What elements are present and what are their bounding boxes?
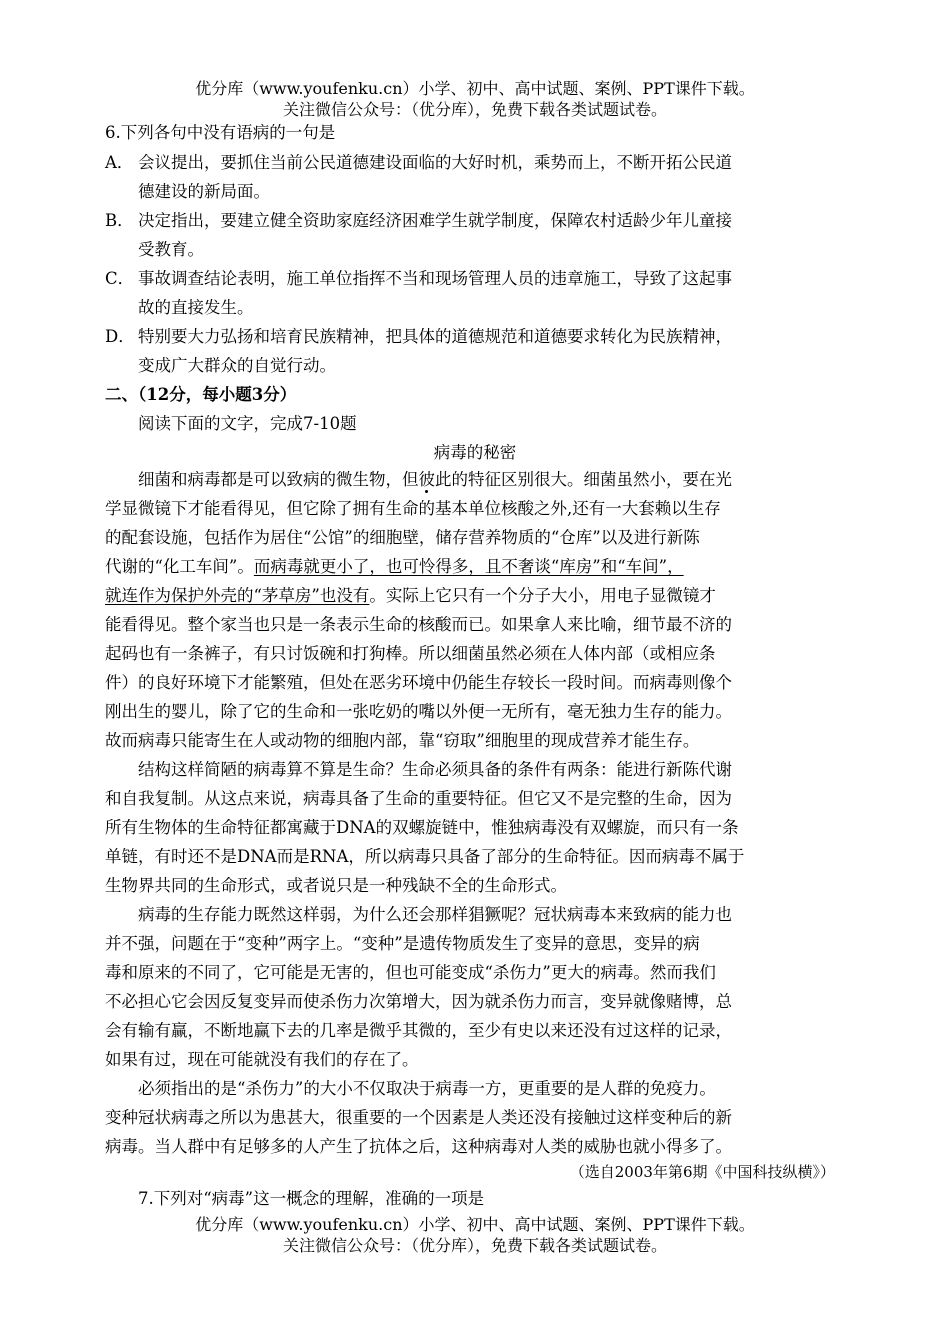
option-b-line-2: 受教育。 [138, 240, 204, 259]
article-title: 病毒的秘密 [433, 443, 517, 462]
paragraph-3-line-1: 病毒的生存能力既然这样弱，为什么还会那样猖獗呢？冠状病毒本来致病的能力也 [138, 905, 732, 924]
option-d-line-1: 特别要大力弘扬和培育民族精神，把具体的道德规范和道德要求转化为民族精神， [138, 327, 732, 346]
section-2-heading: 二、（12分，每小题3分） [105, 385, 297, 404]
option-a-line-2: 德建设的新局面。 [138, 182, 270, 201]
paragraph-4-line-2: 变种冠状病毒之所以为患甚大，很重要的一个因素是人类还没有接触过这样变种后的新 [105, 1108, 732, 1127]
paragraph-3-line-2: 并不强，问题在于“变种”两字上。“变种”是遗传物质发生了变异的意思，变异的病 [105, 934, 700, 953]
paragraph-1-line-5 [105, 584, 716, 608]
paragraph-1-line-4-start: 代谢的“化工车间”。 [105, 557, 254, 576]
paragraph-4-line-3: 病毒。当人群中有足够多的人产生了抗体之后，这种病毒对人类的威胁也就小得多了。 [105, 1137, 732, 1156]
reading-instruction: 阅读下面的文字，完成7-10题 [138, 414, 357, 433]
underlined-passage-part-2: 就连作为保护外壳的“茅草房”也没有 [105, 586, 370, 605]
header-line-2: 关注微信公众号：（优分库），免费下载各类试题试卷。 [282, 100, 667, 119]
paragraph-2-line-2: 和自我复制。从这点来说，病毒具备了生命的重要特征。但它又不是完整的生命，因为 [105, 789, 732, 808]
paragraph-3-line-5: 会有输有赢，不断地赢下去的几率是微乎其微的，至少有史以来还没有过这样的记录， [105, 1021, 732, 1040]
underlined-passage-part-1: 而病毒就更小了，也可怜得多，且不奢谈“库房”和“车间”， [253, 557, 684, 576]
header-line-1: 优分库（www.youfenku.cn）小学、初中、高中试题、案例、PPT课件下载。 [195, 79, 755, 98]
option-b-letter: B． [105, 211, 134, 230]
paragraph-1-line-3: 的配套设施，包括作为居住“公馆”的细胞壁，储存营养物质的“仓库”以及进行新陈 [105, 528, 700, 547]
paragraph-2-line-3: 所有生物体的生命特征都寓藏于DNA的双螺旋链中，惟独病毒没有双螺旋，而只有一条 [105, 818, 739, 837]
option-b-line-1: 决定指出，要建立健全资助家庭经济困难学生就学制度，保障农村适龄少年儿童接 [138, 211, 732, 230]
paragraph-3-line-3: 毒和原来的不同了，它可能是无害的，但也可能变成“杀伤力”更大的病毒。然而我们 [105, 963, 716, 982]
option-c-letter: C． [105, 269, 135, 288]
option-a-letter: A． [105, 153, 134, 172]
paragraph-1-line-5-end: 。实际上它只有一个分子大小，用电子显微镜才 [369, 586, 716, 605]
paragraph-1-line-7: 起码也有一条裤子，有只讨饭碗和打狗棒。所以细菌虽然必须在人体内部（或相应条 [105, 644, 716, 663]
paragraph-3-line-6: 如果有过，现在可能就没有我们的存在了。 [105, 1050, 419, 1069]
paragraph-1-line-4 [105, 555, 684, 579]
option-d-letter: D． [105, 327, 135, 346]
option-c-line-1: 事故调查结论表明，施工单位指挥不当和现场管理人员的违章施工，导致了这起事 [138, 269, 732, 288]
article-source: （选自2003年第6期《中国科技纵横》） [569, 1163, 835, 1181]
paragraph-1-line-10: 故而病毒只能寄生在人或动物的细胞内部，靠“窃取”细胞里的现成营养才能生存。 [105, 731, 700, 750]
option-a-line-1: 会议提出，要抓住当前公民道德建设面临的大好时机，乘势而上，不断开拓公民道 [138, 153, 732, 172]
option-d-line-2: 变成广大群众的自觉行动。 [138, 356, 336, 375]
footer-line-2: 关注微信公众号：（优分库），免费下载各类试题试卷。 [282, 1236, 667, 1255]
paragraph-1-line-9: 刚出生的婴儿，除了它的生命和一张吃奶的嘴以外便一无所有，毫无独力生存的能力。 [105, 702, 732, 721]
option-c-line-2: 故的直接发生。 [138, 298, 254, 317]
paragraph-3-line-4: 不必担心它会因反复变异而使杀伤力次第增大，因为就杀伤力而言，变异就像赌博，总 [105, 992, 732, 1011]
question-6-stem: 6.下列各句中没有语病的一句是 [105, 123, 336, 142]
paragraph-1-line-2: 学显微镜下才能看得见，但它除了拥有生命的基本单位核酸之外,还有一大套赖以生存 [105, 499, 721, 518]
question-7-stem: 7.下列对“病毒”这一概念的理解，准确的一项是 [138, 1189, 485, 1208]
paragraph-2-line-4: 单链，有时还不是DNA而是RNA，所以病毒只具备了部分的生命特征。因而病毒不属于 [105, 847, 745, 866]
paragraph-4-line-1: 必须指出的是“杀伤力”的大小不仅取决于病毒一方，更重要的是人群的免疫力。 [138, 1079, 716, 1098]
paragraph-1-line-1: 细菌和病毒都是可以致病的微生物，但彼此的特征区别很大。细菌虽然小，要在光 [138, 470, 732, 489]
paragraph-1-line-8: 件）的良好环境下才能繁殖，但处在恶劣环境中仍能生存较长一段时间。而病毒则像个 [105, 673, 732, 692]
paragraph-2-line-5: 生物界共同的生命形式，或者说只是一种残缺不全的生命形式。 [105, 876, 567, 895]
paragraph-2-line-1: 结构这样简陋的病毒算不算是生命？生命必须具备的条件有两条：能进行新陈代谢 [138, 760, 732, 779]
footer-line-1: 优分库（www.youfenku.cn）小学、初中、高中试题、案例、PPT课件下载。 [195, 1215, 755, 1234]
paragraph-1-line-6: 能看得见。整个家当也只是一条表示生命的核酸而已。如果拿人来比喻，细节最不济的 [105, 615, 732, 634]
